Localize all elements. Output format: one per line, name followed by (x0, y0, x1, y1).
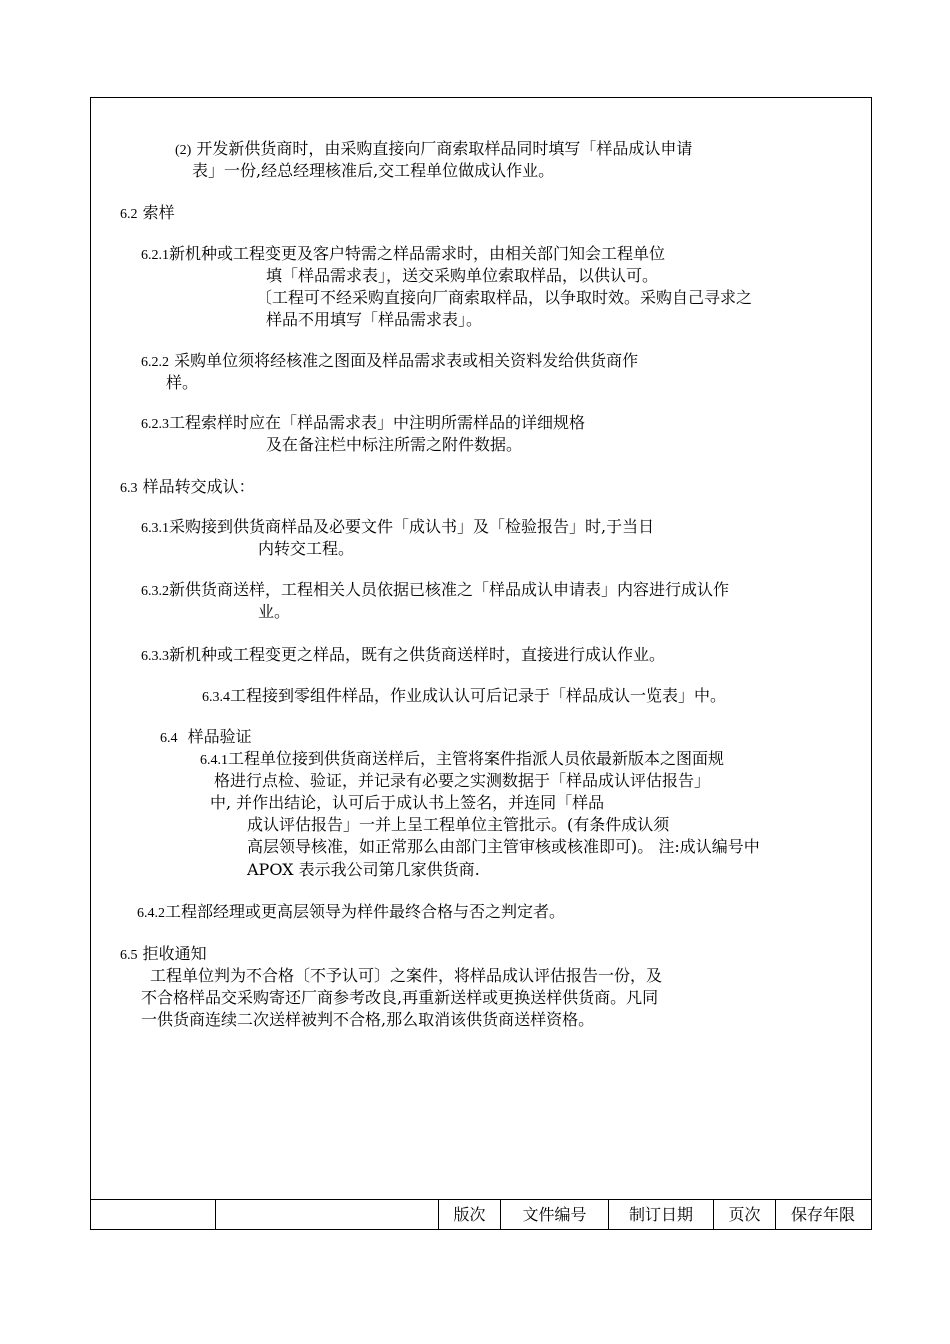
footer-page-cell: 页次 (713, 1200, 775, 1230)
item-number: 6.2.3 (141, 417, 169, 432)
item-6-2-1 (141, 244, 665, 266)
footer-date-cell: 制订日期 (608, 1200, 713, 1230)
item-text: 采购单位须将经核准之图面及样品需求表或相关资料发给供货商作 (174, 351, 639, 370)
section-6-5-line2: 不合格样品交采购寄还厂商参考改良,再重新送样或更换送样供货商。凡同 (141, 988, 659, 1007)
item-6-4-1 (200, 749, 724, 771)
item-text: 工程部经理或更高层领导为样件最终合格与否之判定者。 (165, 902, 566, 921)
item-6-4-1-line2: 格进行点检、验证，并记录有必要之实测数据于「样品成认评估报告」 (214, 771, 711, 790)
item-6-3-1-line2: 内转交工程。 (258, 539, 355, 558)
section-6-5-line3: 一供货商连续二次送样被判不合格,那么取消该供货商送样资格。 (141, 1010, 595, 1029)
item-6-2-3-line2: 及在备注栏中标注所需之附件数据。 (266, 435, 523, 454)
item-text: 工程接到零组件样品，作业成认认可后记录于「样品成认一览表」中。 (230, 686, 727, 705)
item-6-2-1-line3: 〔工程可不经采购直接向厂商索取样品，以争取时效。采购自己寻求之 (256, 288, 753, 307)
item-2 (175, 139, 692, 161)
section-title: 拒收通知 (142, 944, 207, 963)
item-number: 6.3.3 (141, 649, 169, 664)
item-6-2-2 (141, 351, 638, 373)
item-6-2-3 (141, 413, 585, 435)
item-6-3-2 (141, 580, 729, 602)
section-title: 索样 (142, 203, 175, 222)
item-2-cont: 表」一份,经总经理核准后,交工程单位做成认作业。 (192, 161, 555, 180)
item-6-2-1-line2: 填「样品需求表」，送交采购单位索取样品，以供认可。 (266, 266, 659, 285)
item-number: 6.4.2 (137, 906, 165, 921)
item-6-4-2 (137, 902, 565, 924)
footer-retention-cell: 保存年限 (775, 1200, 870, 1230)
item-text: 采购接到供货商样品及必要文件「成认书」及「检验报告」时,于当日 (169, 517, 655, 536)
section-6-5-heading (120, 944, 207, 966)
item-number: 6.3.4 (202, 690, 230, 705)
item-6-2-2-line2: 样。 (166, 373, 199, 392)
footer-doc-no-cell: 文件编号 (500, 1200, 608, 1230)
item-6-4-1-line4: 成认评估报告」一并上呈工程单位主管批示。(有条件成认须 (247, 815, 670, 834)
section-6-4-heading (160, 727, 252, 749)
item-number: 6.3.1 (141, 521, 169, 536)
section-number: 6.3 (120, 481, 138, 496)
section-number: 6.2 (120, 207, 138, 222)
section-6-3-heading (120, 477, 255, 499)
item-6-4-1-line3: 中, 并作出结论，认可后于成认书上签名，并连同「样品 (210, 793, 605, 812)
item-6-3-1 (141, 517, 654, 539)
item-number: 6.3.2 (141, 584, 169, 599)
footer-version-cell: 版次 (438, 1200, 500, 1230)
item-text: 新机种或工程变更及客户特需之样品需求时，由相关部门知会工程单位 (169, 244, 666, 263)
item-number: 6.4.1 (200, 753, 228, 768)
section-6-5-line1: 工程单位判为不合格〔不予认可〕之案件，将样品成认评估报告一份，及 (150, 966, 663, 985)
item-number: (2) (175, 143, 192, 158)
item-6-3-3 (141, 645, 665, 667)
footer-table (90, 1199, 872, 1230)
item-6-3-4 (202, 686, 726, 708)
item-6-4-1-line5: 高层领导核准，如正常那么由部门主管审核或核准即可)。 注:成认编号中 (247, 837, 760, 856)
item-text: 开发新供货商时，由采购直接向厂商索取样品同时填写「样品成认申请 (196, 139, 693, 158)
item-text: 新供货商送样，工程相关人员依据已核准之「样品成认申请表」内容进行成认作 (169, 580, 730, 599)
item-text: 工程单位接到供货商送样后，主管将案件指派人员依最新版本之图面规 (228, 749, 725, 768)
item-text: 工程索样时应在「样品需求表」中注明所需样品的详细规格 (169, 413, 586, 432)
footer-blank-cell-1 (90, 1200, 215, 1230)
section-number: 6.5 (120, 948, 138, 963)
section-number: 6.4 (160, 731, 178, 746)
item-6-4-1-line6: APOX 表示我公司第几家供货商. (247, 860, 480, 879)
item-6-3-2-line2: 业。 (258, 602, 291, 621)
item-6-2-1-line4: 样品不用填写「样品需求表」。 (266, 310, 483, 329)
section-6-2-heading (120, 203, 175, 225)
item-number: 6.2.1 (141, 248, 169, 263)
item-number: 6.2.2 (141, 355, 169, 370)
section-title: 样品转交成认： (142, 477, 255, 496)
item-text: 新机种或工程变更之样品，既有之供货商送样时，直接进行成认作业。 (169, 645, 666, 664)
section-title: 样品验证 (187, 727, 252, 746)
